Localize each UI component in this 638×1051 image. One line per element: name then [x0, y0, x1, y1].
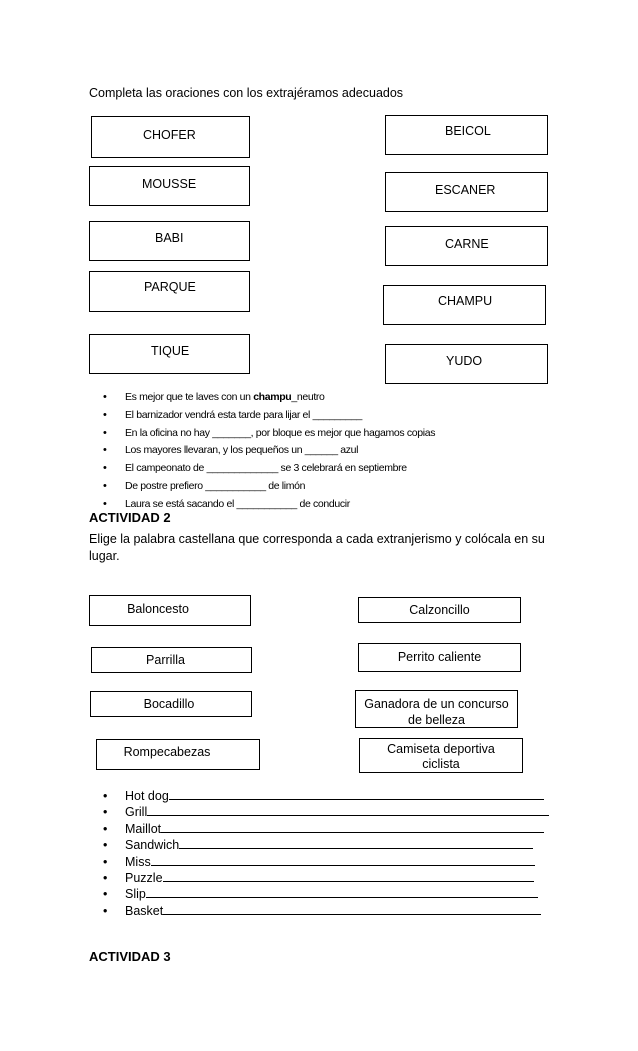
- list-item: [103, 854, 549, 870]
- word-calzoncillo: Calzoncillo: [409, 603, 470, 617]
- word-perrito-caliente: Perrito caliente: [397, 650, 482, 664]
- list-item: [103, 870, 549, 886]
- answer-line[interactable]: [163, 870, 534, 882]
- word-bocadillo: Bocadillo: [143, 697, 195, 711]
- answer-line[interactable]: [146, 886, 538, 898]
- word-box-bocadillo: [90, 691, 252, 717]
- word-box-calzoncillo: [358, 597, 521, 623]
- item-label: Hot dog: [125, 789, 169, 803]
- sentence-text: Laura se está sacando el ___________ de conducir: [125, 497, 350, 510]
- instruction-2: Elige la palabra castellana que corresponda a cada extranjerismo y colócala en su lugar.: [89, 532, 545, 563]
- word-parrilla: Parrilla: [146, 653, 185, 667]
- list-item: [103, 886, 549, 902]
- item-label: Sandwich: [125, 838, 180, 853]
- word-box-carne: [385, 226, 548, 266]
- word-box-baloncesto: [89, 595, 251, 626]
- word-chofer: CHOFER: [143, 128, 196, 142]
- word-box-ganadora: [355, 690, 518, 728]
- instruction-1: Completa las oraciones con los extrajéramos adecuados: [89, 86, 404, 100]
- word-box-yudo: [385, 344, 548, 384]
- word-box-beicol: [385, 115, 548, 155]
- word-box-mousse: [89, 166, 250, 206]
- word-box-rompecabezas: [96, 739, 260, 770]
- word-camiseta: Camiseta deportiva ciclista: [387, 742, 495, 771]
- sentence-text: El campeonato de _____________ se 3 celebrará en septiembre: [125, 462, 407, 475]
- item-label: Puzzle: [125, 870, 163, 885]
- word-beicol: BEICOL: [445, 124, 491, 138]
- word-box-perrito-caliente: [358, 643, 521, 672]
- answer-line[interactable]: [179, 837, 533, 849]
- list-item: [103, 442, 435, 460]
- sentence-text: Es mejor que te laves con un: [125, 391, 254, 403]
- word-tique: TIQUE: [151, 344, 190, 358]
- word-box-parque: [89, 271, 250, 312]
- sentence-text: _neutro: [291, 391, 325, 403]
- sentence-text: En la oficina no hay _______, por bloque es mejor que hagamos copias: [125, 426, 436, 439]
- word-box-escaner: [385, 172, 548, 212]
- list-item: [103, 821, 549, 837]
- word-parque: PARQUE: [144, 280, 196, 294]
- activity-2-title: ACTIVIDAD 2: [89, 510, 171, 525]
- word-mousse: MOUSSE: [142, 177, 197, 191]
- word-box-tique: [89, 334, 250, 374]
- word-yudo: YUDO: [446, 354, 483, 368]
- word-babi: BABI: [155, 231, 184, 245]
- item-label: Miss: [125, 854, 151, 869]
- answer-line[interactable]: [151, 854, 535, 866]
- list-item: [103, 804, 549, 820]
- sentence-list: [103, 389, 435, 514]
- list-item: [103, 478, 435, 496]
- word-escaner: ESCANER: [435, 183, 496, 197]
- word-rompecabezas: Rompecabezas: [123, 745, 211, 759]
- word-box-camiseta: [359, 738, 523, 773]
- sentence-text: Los mayores llevaran, y los pequeños un ______ azul: [125, 444, 359, 457]
- word-box-parrilla: [91, 647, 252, 673]
- answer-line[interactable]: [169, 788, 544, 800]
- answer-line[interactable]: [163, 903, 541, 915]
- list-item: [103, 788, 549, 804]
- list-item: [103, 837, 549, 853]
- word-ganadora: Ganadora de un concurso de belleza: [364, 697, 509, 727]
- list-item: [103, 903, 549, 919]
- activity-3-title: ACTIVIDAD 3: [89, 949, 171, 964]
- list-item: [103, 460, 435, 478]
- sentence-bold-word: champu: [253, 391, 292, 403]
- item-label: Maillot: [125, 821, 162, 836]
- answer-line[interactable]: [161, 821, 544, 833]
- extranjerismo-list: [103, 788, 549, 919]
- list-item: [103, 425, 435, 443]
- answer-line[interactable]: [147, 804, 549, 816]
- item-label: Slip: [125, 887, 146, 902]
- word-box-babi: [89, 221, 250, 261]
- word-box-champu: [383, 285, 546, 325]
- word-carne: CARNE: [445, 237, 489, 251]
- item-label: Grill: [125, 805, 148, 820]
- sentence-text: De postre prefiero ___________ de limón: [125, 479, 306, 492]
- sentence-text: El barnizador vendrá esta tarde para lijar el _________: [125, 408, 363, 421]
- list-item: [103, 389, 435, 407]
- item-label: Basket: [125, 903, 164, 918]
- word-champu: CHAMPU: [438, 294, 493, 308]
- list-item: [103, 407, 435, 425]
- word-box-chofer: [91, 116, 250, 158]
- word-baloncesto: Baloncesto: [127, 602, 189, 616]
